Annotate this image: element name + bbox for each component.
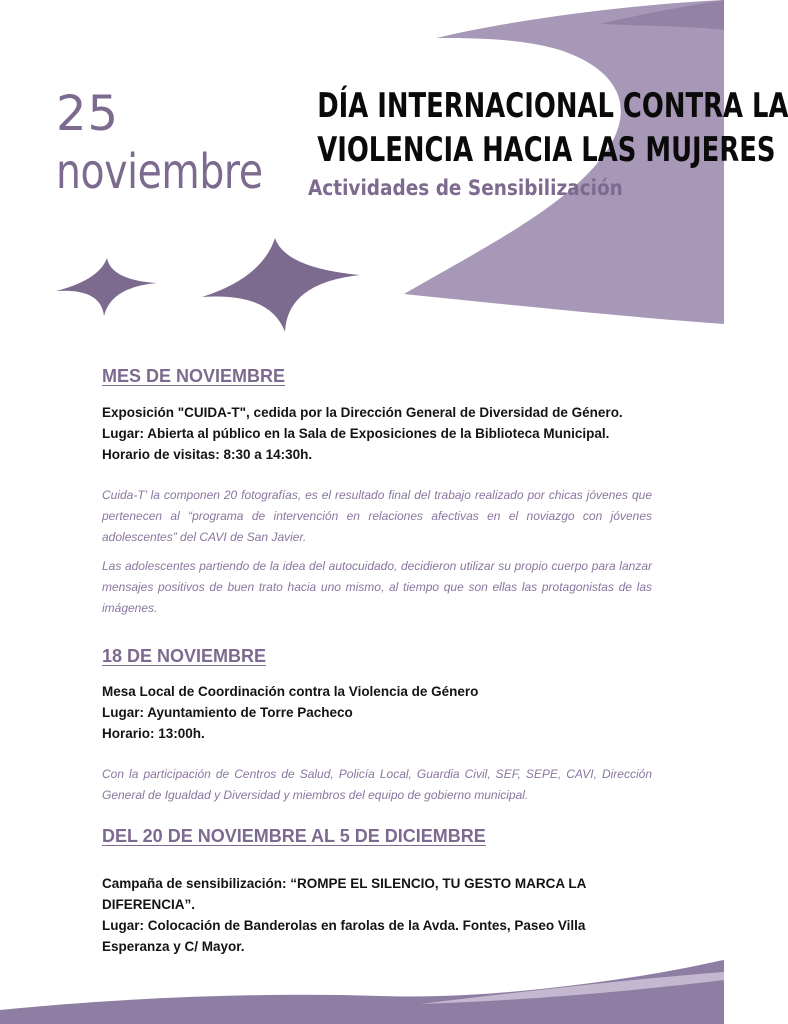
event-note: Con la participación de Centros de Salud, Policía Local, Guardia Civil, SEF, SEPE, CAVI, Dirección General de Igualdad y Diversidad y miembros del equipo de gobierno municipal.: [102, 767, 652, 802]
event-location: Lugar: Colocación de Banderolas en farolas de la Avda. Fontes, Paseo Villa Esperanza y C/ Mayor.: [102, 918, 586, 954]
event-schedule: Horario: 13:00h.: [102, 726, 205, 741]
event-location: Lugar: Ayuntamiento de Torre Pacheco: [102, 705, 353, 720]
date-month: noviembre: [56, 144, 263, 200]
event-note: Las adolescentes partiendo de la idea del autocuidado, decidieron utilizar su propio cuerpo para lanzar mensajes positivos de buen trato hacia uno mismo, al tiempo que son ellas las protagonistas de las imágenes.: [102, 559, 652, 615]
section-heading: MES DE NOVIEMBRE: [102, 366, 286, 386]
section-heading: 18 DE NOVIEMBRE: [102, 646, 267, 666]
subtitle: Actividades de Sensibilización: [308, 176, 623, 200]
event-note: Cuida-T’ la componen 20 fotografías, es el resultado final del trabajo realizado por chicas jóvenes que pertenecen al “programa de intervención en relaciones afectivas en el noviazgo con jóvenes adolescentes” del CAVI de San Javier.: [102, 488, 652, 544]
section-20-nov-5-dic: [102, 826, 652, 957]
sparkle-icon-large: [202, 238, 360, 332]
section-mes-de-noviembre: [102, 366, 652, 619]
date-day: 25: [56, 86, 120, 142]
event-line: Mesa Local de Coordinación contra la Violencia de Género: [102, 684, 479, 699]
event-location: Lugar: Abierta al público en la Sala de Exposiciones de la Biblioteca Municipal.: [102, 426, 610, 441]
sparkle-icon-small: [56, 258, 157, 316]
event-line: Campaña de sensibilización: “ROMPE EL SILENCIO, TU GESTO MARCA LA DIFERENCIA”.: [102, 876, 586, 912]
section-18-de-noviembre: [102, 646, 652, 806]
title-line-2: VIOLENCIA HACIA LAS MUJERES: [317, 130, 776, 170]
section-heading: DEL 20 DE NOVIEMBRE AL 5 DE DICIEMBRE: [102, 826, 486, 846]
title-line-1: DÍA INTERNACIONAL CONTRA LA: [317, 86, 788, 126]
event-line: Exposición "CUIDA-T", cedida por la Dirección General de Diversidad de Género.: [102, 405, 623, 420]
bottom-brush-stroke: [0, 960, 724, 1024]
event-schedule: Horario de visitas: 8:30 a 14:30h.: [102, 447, 313, 462]
page-title: [317, 84, 788, 172]
